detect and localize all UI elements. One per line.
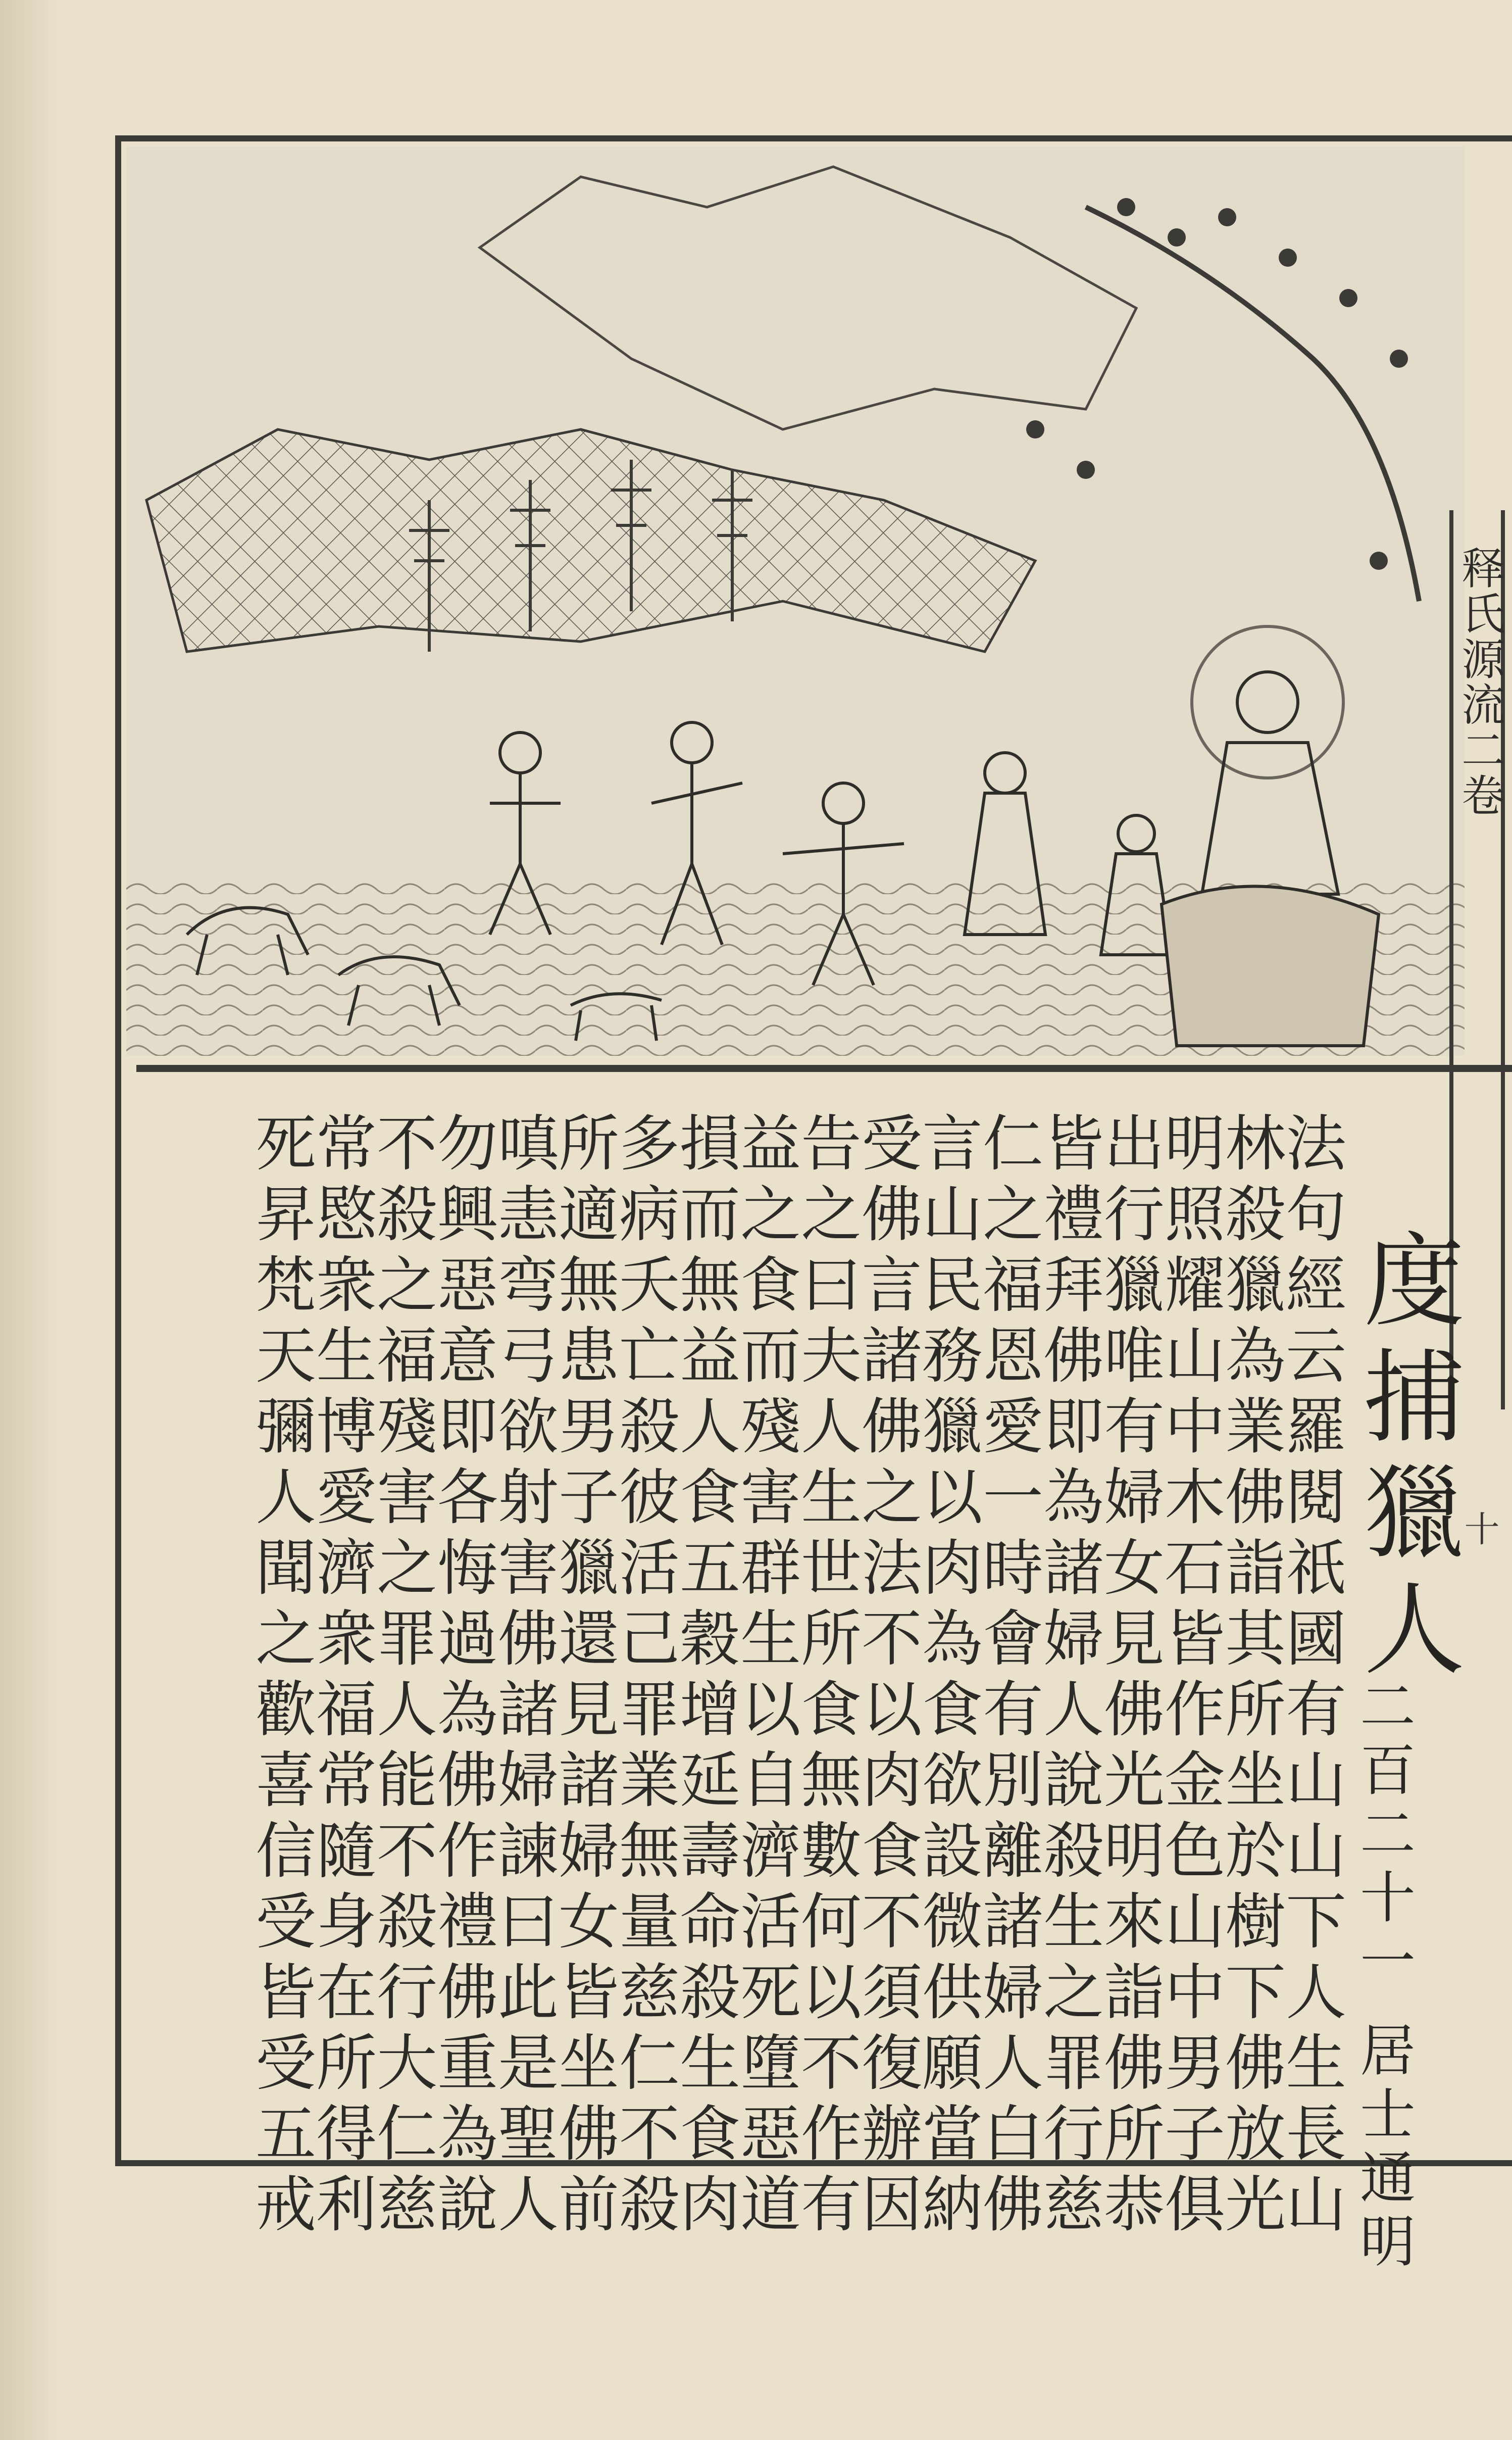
text-column: 益之食而殘害群生以自濟活死墮惡道 <box>730 1111 800 2243</box>
text-column: 告之曰夫人生世所食無數何以不作有 <box>791 1111 861 2243</box>
text-column: 多病夭亡殺彼活己罪業無量慈仁不殺 <box>609 1111 679 2243</box>
text-column: 皆禮拜佛即為諸婦人說殺生之罪行慈 <box>1033 1111 1103 2243</box>
text-column: 損而無益人食五穀增延壽命殺生食肉 <box>670 1111 740 2243</box>
text-column: 仁之福恩愛一時會有別離諸婦人白佛 <box>973 1111 1043 2243</box>
text-column: 勿興惡意即各悔過為佛作禮佛重為說 <box>427 1111 497 2243</box>
text-column: 出行獵唯有婦女見佛光明來詣佛所恭 <box>1094 1111 1164 2243</box>
text-column: 常愍衆生博愛濟衆福常隨身在所得利 <box>306 1111 376 2243</box>
text-column: 受佛言諸佛之法不以肉食不須復辦因 <box>851 1111 922 2243</box>
page-mark: 十 <box>1458 1510 1500 1546</box>
text-column: 林殺獵為業佛詣其所坐於樹下佛放光 <box>1215 1111 1285 2243</box>
text-column: 言山民務獵以肉為食欲設微供願當納 <box>912 1111 982 2243</box>
text-column: 不殺之福殘害之罪人能不殺行大仁慈 <box>367 1111 437 2243</box>
text-column: 明照耀山中木石皆作金色山中男子俱 <box>1154 1111 1225 2243</box>
text-column: 法句經云羅閱祇國有山山下人生長山 <box>1276 1111 1346 2243</box>
book-title-banner: 释氏源流二卷 <box>1454 546 1504 818</box>
chapter-heading: 度捕獵人 <box>1347 1228 1465 1692</box>
illustration-drawing <box>126 147 1465 1056</box>
text-column: 死昇梵天彌人聞之歡喜信受皆受五戒 <box>245 1111 316 2243</box>
woodblock-illustration <box>126 147 1465 1056</box>
text-column: 嗔恚弯弓欲射害佛諸婦諫曰此是聖人 <box>488 1111 558 2243</box>
page-gutter-shadow <box>0 0 61 2440</box>
body-text <box>141 1081 1444 2243</box>
text-column: 所適無患男子獵還見諸婦女皆坐佛前 <box>548 1111 619 2243</box>
chapter-subheading: 二百二十一 居士通明 <box>1351 1677 1416 2276</box>
section-divider <box>136 1065 1512 1072</box>
